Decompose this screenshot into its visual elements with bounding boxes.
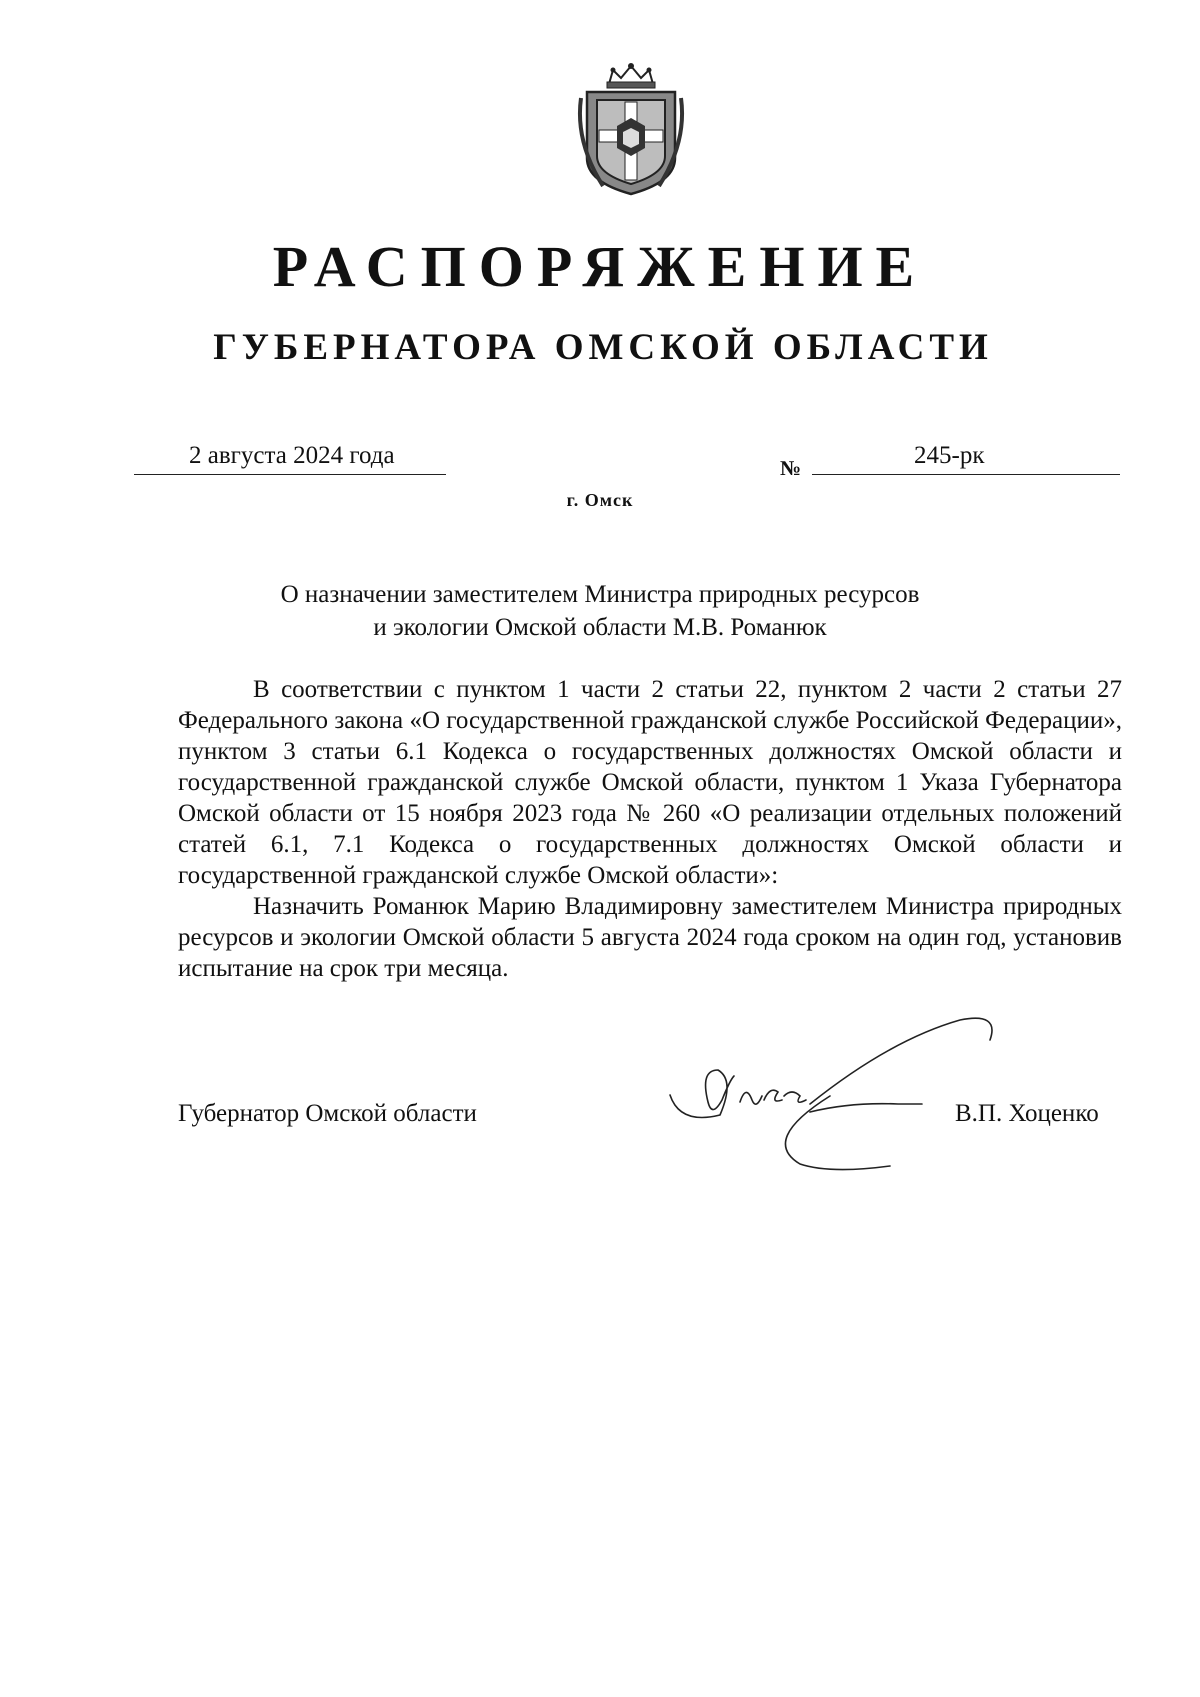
number-field <box>812 440 1120 475</box>
signatory-title: Губернатор Омской области <box>178 1100 477 1127</box>
heading-line-2: и экологии Омской области М.В. Романюк <box>373 614 827 641</box>
document-date: 2 августа 2024 года <box>189 442 395 469</box>
signatory-name: В.П. Хоценко <box>955 1100 1099 1127</box>
document-number: 245-рк <box>914 442 985 469</box>
heading-line-1: О назначении заместителем Министра природных ресурсов <box>280 581 920 608</box>
date-field <box>134 440 446 475</box>
number-label: № <box>780 456 802 480</box>
document-body <box>178 674 1122 984</box>
signature-icon <box>660 1000 1040 1180</box>
document-subtitle: ГУБЕРНАТОРА ОМСКОЙ ОБЛАСТИ <box>213 327 993 368</box>
document-city: г. Омск <box>566 490 634 510</box>
body-paragraph-1: В соответствии с пунктом 1 части 2 статьи 22, пунктом 2 части 2 статьи 27 Федерального закона «О государственной гражданской службе Российской Федерации», пунктом 3 статьи 6.1 Кодекса о государственных должностях Омской области и государственной гражданской службе Омской области, пунктом 1 Указа Губернатора Омской области от 15 ноября 2023 года № 260 «О реализации отдельных положений статей 6.1, 7.1 Кодекса о государственных должностях Омской области и государственной гражданской службе Омской области»: <box>178 676 1122 889</box>
coat-of-arms-icon <box>573 62 689 198</box>
document-title: РАСПОРЯЖЕНИЕ <box>272 234 928 299</box>
body-paragraph-2: Назначить Романюк Марию Владимировну заместителем Министра природных ресурсов и экологии Омской области 5 августа 2024 года сроком на один год, установив испытание на срок три месяца. <box>178 893 1122 982</box>
document-heading <box>0 578 1200 644</box>
